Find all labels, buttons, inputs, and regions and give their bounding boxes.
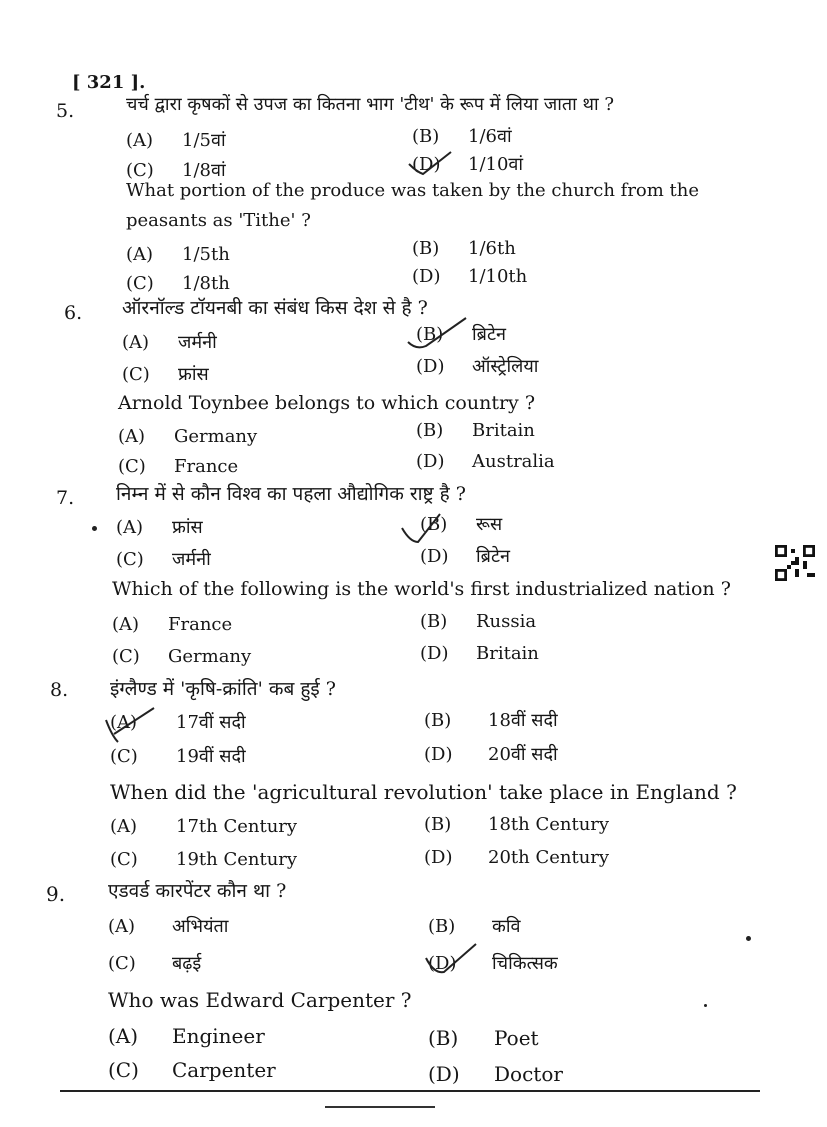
qr-code-icon — [775, 545, 815, 581]
question-7-hindi: निम्न में से कौन विश्व का पहला औद्योगिक राष्ट्र है ? — [116, 483, 466, 505]
q7-hi-option-c: (C) जर्मनी — [116, 549, 211, 570]
q8-hi-option-b: (B) 18वीं सदी — [424, 710, 558, 731]
q7-hi-option-d: (D) ब्रिटेन — [420, 546, 511, 567]
q7-en-option-c: (C) Germany — [112, 646, 252, 667]
q5-hi-option-a: (A) 1/5वां — [126, 130, 226, 151]
q8-en-option-a: (A) 17th Century — [110, 816, 298, 837]
bottom-rule-short — [325, 1106, 435, 1108]
page-code: [ 321 ]. — [72, 72, 146, 93]
question-6-english: Arnold Toynbee belongs to which country ? — [118, 392, 536, 414]
question-5-hindi: चर्च द्वारा कृषकों से उपज का कितना भाग 'टीथ' के रूप में लिया जाता था ? — [126, 94, 615, 115]
q9-en-option-c: (C) Carpenter — [108, 1058, 276, 1082]
q8-en-option-d: (D) 20th Century — [424, 847, 610, 868]
question-5-english-line-2: peasants as 'Tithe' ? — [126, 210, 311, 231]
question-6-hindi: ऑरनॉल्ड टॉयनबी का संबंध किस देश से है ? — [122, 297, 428, 319]
question-9-number: 9. — [46, 882, 66, 906]
q6-hi-option-d: (D) ऑस्ट्रेलिया — [416, 356, 539, 377]
q9-hi-option-b: (B) कवि — [428, 916, 521, 937]
bottom-rule — [60, 1090, 760, 1092]
question-8-hindi: इंग्लैण्ड में 'कृषि-क्रांति' कब हुई ? — [110, 678, 336, 700]
q5-en-option-c: (C) 1/8th — [126, 273, 230, 294]
question-8-english: When did the 'agricultural revolution' take place in England ? — [110, 780, 737, 804]
q5-hi-option-b: (B) 1/6वां — [412, 126, 512, 147]
q9-en-option-b: (B) Poet — [428, 1026, 539, 1050]
q9-en-option-a: (A) Engineer — [108, 1024, 265, 1048]
question-8-number: 8. — [50, 679, 69, 701]
q9-hi-option-a: (A) अभियंता — [108, 916, 229, 937]
stray-dot — [92, 526, 97, 531]
q9-hi-option-c: (C) बढ़ई — [108, 953, 202, 974]
q5-en-option-d: (D) 1/10th — [412, 266, 528, 287]
stray-dot — [704, 1004, 707, 1007]
q5-hi-option-d: (D) 1/10वां — [412, 154, 524, 175]
q6-en-option-c: (C) France — [118, 456, 239, 477]
question-6-number: 6. — [64, 302, 83, 324]
q7-en-option-d: (D) Britain — [420, 643, 539, 664]
q5-en-option-b: (B) 1/6th — [412, 238, 516, 259]
question-5-english-line-1: What portion of the produce was taken by the church from the — [126, 180, 700, 201]
question-5-number: 5. — [56, 100, 75, 122]
question-9-english: Who was Edward Carpenter ? — [108, 988, 412, 1012]
question-9-hindi: एडवर्ड कारपेंटर कौन था ? — [108, 880, 287, 902]
q8-en-option-b: (B) 18th Century — [424, 814, 610, 835]
q8-hi-option-c: (C) 19वीं सदी — [110, 746, 246, 767]
q7-en-option-b: (B) Russia — [420, 611, 537, 632]
q6-en-option-b: (B) Britain — [416, 420, 535, 441]
q6-en-option-d: (D) Australia — [416, 451, 555, 472]
q8-en-option-c: (C) 19th Century — [110, 849, 298, 870]
question-7-english: Which of the following is the world's first industrialized nation ? — [112, 578, 731, 600]
q6-en-option-a: (A) Germany — [118, 426, 258, 447]
q7-hi-option-b: (B) रूस — [420, 514, 503, 535]
q8-hi-option-a: (A) 17वीं सदी — [110, 712, 246, 733]
q7-hi-option-a: (A) फ्रांस — [116, 517, 203, 538]
stray-dot — [746, 936, 751, 941]
q5-en-option-a: (A) 1/5th — [126, 244, 230, 265]
q8-hi-option-d: (D) 20वीं सदी — [424, 744, 558, 765]
q9-hi-option-d: (D) चिकित्सक — [428, 953, 558, 974]
q9-en-option-d: (D) Doctor — [428, 1062, 563, 1086]
q7-en-option-a: (A) France — [112, 614, 233, 635]
q6-hi-option-b: (B) ब्रिटेन — [416, 324, 507, 345]
q6-hi-option-a: (A) जर्मनी — [122, 332, 217, 353]
q5-hi-option-c: (C) 1/8वां — [126, 160, 226, 181]
question-7-number: 7. — [56, 487, 75, 509]
q6-hi-option-c: (C) फ्रांस — [122, 364, 209, 385]
